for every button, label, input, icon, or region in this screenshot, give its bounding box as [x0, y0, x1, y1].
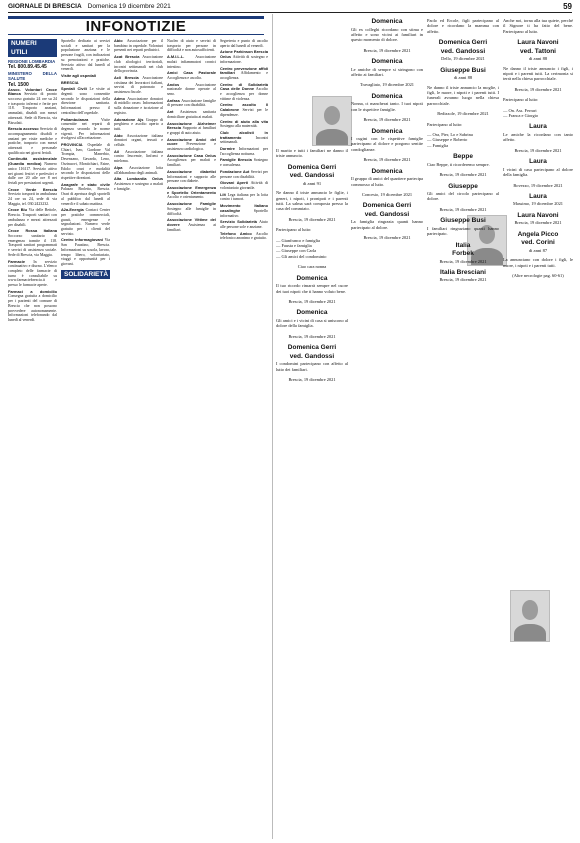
- info-entry: Spedali Civili Le visite ai degenti sono consentite secondo le disposizioni della direzione sanitaria. Informazioni presso il centralino dell'ospedale.: [61, 86, 110, 115]
- obituary-text: Concesio, 19 dicembre 2021: [361, 192, 413, 197]
- info-entry: Associazione Alzheimer Brescia Supporto ai familiari e gruppi di auto aiuto.: [167, 120, 216, 135]
- deceased-name: Domenica: [371, 18, 403, 25]
- info-entry-title: Acat Brescia: [114, 54, 143, 60]
- deceased-name: ved. Gandossi: [289, 172, 335, 180]
- info-entry: Associazione Vittime del dovere Assistenza ai familiari.: [167, 217, 216, 232]
- info-entry-title: Fondazione Aut: [220, 168, 251, 174]
- obituary-column-1: [276, 18, 348, 840]
- obituary-text: Il tuo ricordo rimarrà sempre nel cuore dei tuoi nipoti che ti hanno voluto bene.: [276, 283, 348, 294]
- deceased-name: Domenica: [371, 58, 403, 66]
- info-entry: Farmaci a domicilio Consegna gratuita a domicilio per i pazienti del comune di Brescia che non possono provvedere autonomamente. Informazioni telefonando dal lunedì al venerdì.: [8, 288, 57, 322]
- info-entry-title: Ant: [167, 109, 180, 115]
- deceased-name: Domenica: [296, 309, 328, 317]
- info-entry: A2a-Energia Contact Center per pratiche commerciali, guasti, emergenze e segnalazioni. Numero verde gratuito per i clienti del servizio.: [61, 207, 110, 236]
- info-entry-title: Amici Casa Pastorale: [167, 70, 216, 76]
- info-column-3: [114, 39, 163, 839]
- info-entry: [61, 74, 110, 79]
- section-title: INFONOTIZIE: [85, 18, 187, 35]
- obituary-text: Brescia, 19 dicembre 2021: [439, 258, 487, 264]
- obituary-text: (Altre necrologie pag. 60-61): [512, 272, 564, 278]
- info-entry: Club alcolisti in trattamento Incontri settimanali.: [220, 129, 268, 145]
- obituary-text: Dello, 19 dicembre 2021: [441, 56, 485, 62]
- deceased-name: ved. Gandossi: [289, 352, 335, 360]
- info-entry: Azione Parkinson Brescia Onlus Attività di sostegno e informazione.: [220, 49, 268, 64]
- info-entry: Acat Brescia Associazione club alcologici territoriali, incontri settimanali nei club della provincia.: [114, 54, 163, 74]
- deceased-name: Italia: [455, 241, 471, 249]
- deceased-name: Giuseppe: [448, 182, 478, 190]
- info-entry-title: Alpa: [114, 164, 129, 170]
- obituary-text: Brescia, 19 dicembre 2021: [363, 157, 411, 163]
- info-entry-title: Anagrafe e stato civile: [61, 181, 110, 187]
- info-entry-title: Brescia accesso: [8, 126, 40, 132]
- obituary-text: Brescia, 19 dicembre 2021: [288, 299, 336, 304]
- obituary-text: Ne danno il triste annuncio le figlie, i generi, i nipoti, i pronipoti e i parenti tutti. La salma sarà composta presso la casa del commiato.: [276, 190, 348, 212]
- obituary-text: Brescia, 19 dicembre 2021: [363, 117, 411, 123]
- deceased-name: Domenica: [296, 274, 328, 282]
- info-entry-title: Farmacie: [8, 258, 34, 264]
- obituary-text: La annunciano con dolore i figli, le nuore, i nipoti e i parenti tutti.: [503, 257, 573, 268]
- info-entry: [61, 81, 110, 86]
- info-entry: Associazione Emergenza e Sportello Orientamento Ascolto e orientamento.: [167, 184, 216, 200]
- numeri-utili-heading: NUMERI UTILI: [8, 39, 57, 57]
- info-list: [61, 39, 110, 267]
- solidarieta-heading: SOLIDARIETÀ: [61, 270, 110, 279]
- info-entry: PROVINCIA Ospedale di Chiari, Iseo, Gardone Val Trompia, Manerbio, Desenzano, Gavardo, Leno, Orzinuovi, Montichiari, Esine, Edolo: orari e modalità secondo le disposizioni delle rispettive direzioni.: [61, 142, 110, 180]
- obituary-text: di anni 88: [453, 75, 473, 81]
- info-list: [220, 39, 268, 241]
- info-entry: Admo Associazione donatori di midollo osseo. Informazioni sulla donazione e iscrizione al registro.: [114, 95, 163, 115]
- info-entry-title: Centro di aiuto alla vita: [220, 118, 268, 124]
- deceased-name: Domenica Gerri: [287, 344, 337, 352]
- obituary-text: Brescia, 19 dicembre 2021: [288, 376, 336, 382]
- info-entry-title: Andos: [167, 81, 196, 87]
- obituary-text: Ciao cara nonna: [297, 264, 327, 270]
- obituary-column-3: [427, 18, 499, 840]
- info-entry: Fondazione Aut Servizi per persone con disabilità.: [220, 168, 268, 179]
- obituary-text: Ne danno il triste annuncio i figli, i nipoti e i parenti tutti. La cerimonia si terrà nella chiesa parrocchiale.: [503, 65, 573, 82]
- obituary-text: La famiglia ringrazia quanti hanno partecipato al dolore.: [351, 219, 423, 230]
- deceased-name: Domenica Gerri: [438, 39, 488, 47]
- info-entry-title: Associazione Amici del cuore: [167, 136, 216, 147]
- deceased-name: Domenica Gerri: [362, 202, 412, 210]
- info-entry: Croce Blu Via delle Bettole, Brescia. Trasporti sanitari con ambulanza e mezzi attrezzati per disabili.: [8, 207, 57, 227]
- info-entry-title: Abio: [114, 39, 127, 43]
- info-entry-title: Adorazione Ajs: [114, 116, 146, 122]
- info-entry-title: BRESCIA: [61, 79, 79, 85]
- deceased-name: Giuseppe Busi: [440, 217, 486, 225]
- info-entry: Anfass Associazione famiglie di persone con disabilità.: [167, 97, 216, 108]
- obituary-text: Partecipano al lutto:: [276, 227, 312, 233]
- info-entry-title: Giovani Aperti: [220, 180, 251, 186]
- obituary-text: Brescia, 19 dicembre 2021: [363, 47, 411, 53]
- obituary-text: Gli ex colleghi ricordano con stima e affetto e sono vicini ai familiari in questo momento di dolore.: [351, 26, 423, 43]
- obituary-text: Brescia, 19 dicembre 2021: [288, 216, 336, 222]
- info-entry: Amici Casa Pastorale Accoglienza e ascolto.: [167, 70, 216, 80]
- obituary-text: Gli amici del circolo partecipano al dolore.: [427, 191, 499, 202]
- obituary-text: Travagliato, 19 dicembre 2021: [360, 82, 414, 88]
- infonotizie-banner: [8, 16, 264, 35]
- info-entry: Adorazione Ajs Gruppo di preghiera e ascolto aperto a tutti.: [114, 116, 163, 131]
- ministero-phone: Tel. 1500: [8, 81, 29, 88]
- info-entry: A.M.I.L.L. Associazione malati infiammatori cronici intestino.: [167, 54, 216, 69]
- info-entry-title: Dormire: [220, 146, 239, 152]
- info-entry-title: Farmaci a domicilio: [8, 288, 57, 294]
- info-entry: Anagrafe e stato civile Palazzo Broletto, Brescia. Orari di apertura degli sportelli al pubblico dal lunedì al venerdì e il sabato mattina.: [61, 181, 110, 206]
- info-entry-title: Centro Informagiovani: [61, 237, 105, 243]
- info-entry-title: Acli Brescia: [114, 74, 143, 80]
- info-entry-title: Croce Rossa Italiana: [8, 228, 57, 234]
- deceased-name: Laura: [529, 192, 547, 200]
- page-header: [8, 0, 572, 13]
- info-entry: Brescia accesso Servizio di accompagnamento disabili e anziani per visite mediche e pratiche, trasporto con mezzi attrezzati e personale qualificato nei giorni feriali.: [8, 126, 57, 155]
- info-entry-title: A.M.I.L.L.: [167, 54, 196, 60]
- info-entry: Famiglie Brescia Sostegno e consulenza.: [220, 157, 268, 168]
- obituary-text: Bovezzo, 19 dicembre 2021: [513, 182, 563, 188]
- obituary-text: Il gruppo di amici del quartiere partecipa commosso al lutto.: [351, 176, 423, 187]
- info-entry-title: Telefono Amico: [220, 230, 256, 236]
- info-entry-title: Associazione Emergenza e Sportello Orientamento: [167, 184, 216, 195]
- info-entry-title: Associazione diabetici: [167, 168, 216, 174]
- obituary-text: — Ora, Pier, Lo e Sabrina — Giuseppe e Roberto — Famiglia: [427, 131, 473, 148]
- info-entry-title: Poliambulanza: [61, 116, 101, 122]
- publication-name: GIORNALE DI BRESCIA: [8, 2, 82, 10]
- info-entry-title: Alta Lombardia Onlus: [114, 176, 163, 182]
- info-entry: Associazione diabetici Informazioni e supporto alle persone con diabete.: [167, 168, 216, 184]
- info-entry-title: Associazione Vittime del dovere: [167, 217, 216, 227]
- deceased-name: ved. Gandossi: [440, 47, 486, 55]
- info-entry: Farmacie In servizio continuativo e diurno. L'elenco completo delle farmacie di turno è consultabile su www.farmaciebrescia.it e presso le farmacie aperte.: [8, 258, 57, 288]
- obituary-text: Gli amici e i vicini di casa si uniscono al dolore della famiglia.: [276, 317, 348, 329]
- obituary-text: Brescia, 19 dicembre 2021: [514, 147, 562, 153]
- info-column-2: [61, 39, 110, 839]
- obituary-text: Brescia, 19 dicembre 2021: [439, 206, 487, 212]
- obituary-text: Massimo, 19 dicembre 2021: [513, 201, 563, 207]
- info-entry: Aido Associazione italiana donatori organi, tessuti e cellule.: [114, 132, 163, 148]
- info-entry: Alpa Associazione lotta all'abbandono degli animali.: [114, 164, 163, 175]
- info-entry: Giovani Aperti Attività di volontariato giovanile.: [220, 180, 268, 190]
- obituary-text: — Gianfranco e famiglia — Fausta e famiglia — Giuseppe con Carla — Gli amici del condominio: [276, 237, 327, 259]
- info-entry: Centro Informagiovani Via San Faustino, Brescia. Informazioni su scuola, lavoro, tempo libero, volontariato, viaggi e opportunità per i giovani.: [61, 237, 110, 266]
- obituary-text: di anni 91: [302, 180, 322, 186]
- column-divider: [272, 14, 273, 839]
- info-column-5: [220, 39, 268, 839]
- obituary-text: di anni 88: [528, 56, 548, 62]
- info-entry: Croce Verde Brescia Servizio trasporti in ambulanza 24 ore su 24, sede di via Maggia, tel. 030.2423232.: [8, 186, 57, 206]
- info-entry: Associazione Casa Onlus Accoglienza per malati e familiari.: [167, 152, 216, 168]
- obituary-text: Ne danno il triste annuncio la moglie, i figli, le nuore, i nipoti e i parenti tutti. I funerali avranno luogo nella chiesa parrocchiale.: [427, 84, 499, 106]
- obituary-text: di anni 87: [528, 247, 548, 253]
- info-entry: Assoc. Volontari Croce Bianca Servizio di pronto soccorso gratuito 24 ore su 24 e trasporto infermi e ferite per 118. Trasporto anziani, ammalati, disabili con mezzi attrezzati. Sede di Brescia, via Bissolati.: [8, 86, 57, 125]
- info-entry: Movimento Italiano casalinghe Sportello informativo.: [220, 203, 268, 218]
- obituary-text: — On. Ass. Ferrari — Franca e Giorgio: [503, 107, 539, 119]
- deceased-name: Domenica: [371, 167, 403, 175]
- obituary-text: Brescia, 19 dicembre 2021: [514, 220, 562, 226]
- obituary-text: Ciao Beppe, ti ricorderemo sempre.: [427, 161, 490, 167]
- info-entry-title: Movimento Italiano casalinghe: [220, 203, 268, 213]
- info-entry-title: Assoc. Volontari Croce Bianca: [8, 86, 57, 97]
- info-entry-title: Croce Verde Brescia: [8, 186, 57, 192]
- issue-date: Domenica 19 dicembre 2021: [87, 2, 171, 10]
- info-entry-title: Club alcolisti in trattamento: [220, 129, 268, 140]
- info-list: [8, 88, 57, 323]
- info-entry: Ant Assistenza sanitaria domiciliare gratuita ai malati.: [167, 109, 216, 119]
- obituary-text: Brescia, 19 dicembre 2021: [363, 235, 411, 241]
- info-entry-title: Centro ascolto Il Calabrone: [220, 102, 268, 113]
- obituary-text: Le amiche di sempre si stringono con affetto ai familiari.: [351, 66, 423, 78]
- region-heading: REGIONE LOMBARDIA: [8, 59, 56, 64]
- info-entry-title: Servizio Solidarietà: [220, 219, 260, 225]
- info-entry: Continuità assistenziale (Guardia medica) Numero unico 116117. Servizio attivo nei giorni festivi e prefestivi e dalle ore 20 alle ore 8 nei feriali per prestazioni urgenti.: [8, 156, 57, 185]
- obituary-text: I condomini partecipano con affetto al lutto dei familiari.: [276, 361, 348, 372]
- obituary-text: Partecipano al lutto:: [427, 121, 463, 127]
- obituary-text: Brescia, 19 dicembre 2021: [514, 86, 562, 92]
- obituary-text: Il marito e tutti i familiari ne danno il triste annuncio.: [276, 148, 348, 159]
- info-entry: Dormire Informazioni per l'accoglienza notturna.: [220, 146, 268, 156]
- info-entry-title: Associazione Alzheimer Brescia: [167, 120, 216, 131]
- obituary-text: I vicini di casa partecipano al dolore della famiglia.: [503, 166, 573, 178]
- obituary-text: I cugini con le rispettive famiglie partecipano al dolore e porgono sentite condoglianze.: [351, 136, 423, 152]
- obituary-text: Bedizzole, 19 dicembre 2021: [437, 111, 489, 117]
- deceased-name: Laura Navoni: [517, 211, 559, 219]
- info-list: [114, 39, 163, 191]
- deceased-name: Laura Navoni: [517, 39, 559, 47]
- info-entry: Segreteria e punto di ascolto aperto dal lunedì al venerdì.: [220, 39, 268, 48]
- info-entry: Centro prevenzione affidi familiari Affidamento e accoglienza.: [220, 65, 268, 80]
- info-entry: Associazione Amici del cuore Prevenzione e assistenza cardiologica.: [167, 136, 216, 152]
- info-entry-title: Famiglie Brescia: [220, 157, 254, 163]
- obituary-column-4: [503, 18, 573, 840]
- info-entry: Poliambulanza Visite consentite nei reparti di degenza secondo le norme vigenti. Per informazioni rivolgersi all'accettazione.: [61, 116, 110, 141]
- info-entry-title: Spedali Civili: [61, 86, 90, 92]
- obituary-text: Partecipano al lutto:: [503, 97, 539, 103]
- deceased-name: ved. Corini: [521, 239, 555, 247]
- info-entry: Croce Rossa Italiana Soccorso sanitario di emergenza tramite il 118. Trasporti sanitari programmati e servizi di assistenza sociale. Sede di Brescia, via Maggia.: [8, 228, 57, 257]
- info-entry: Lilt Lega italiana per la lotta contro i tumori.: [220, 191, 268, 202]
- info-entry: Telefono Amico Ascolto telefonico anonimo e gratuito.: [220, 230, 268, 241]
- info-entry: Centro ascolto Il Calabrone Servizi per le dipendenze.: [220, 102, 268, 117]
- info-entry: Alta Lombardia Onlus Assistenza e sostegno a malati e famiglie.: [114, 176, 163, 191]
- obituary-text: I familiari ringraziano quanti hanno partecipato.: [427, 225, 499, 237]
- obituary-text: Le amiche la ricordano con tanto affetto.: [503, 131, 573, 143]
- info-entry-title: Visite agli ospedali: [61, 72, 96, 78]
- info-entry: Servizio Solidarietà Aiuto alle persone sole e anziane.: [220, 219, 268, 229]
- info-column-4: [167, 39, 216, 839]
- info-entry: Centro di aiuto alla vita Sostegno alla maternità.: [220, 118, 268, 129]
- info-entry-title: Admo: [114, 95, 128, 101]
- deceased-name: Laura: [529, 123, 547, 131]
- ministero-heading: MINISTERO DELLA SALUTE: [8, 71, 57, 82]
- region-phone: Tel. 800.89.45.45: [8, 64, 47, 71]
- deceased-name: Angela Picco: [517, 230, 559, 238]
- info-entry: Acli Brescia Associazione cristiana dei lavoratori italiani, servizi di patronato e assistenza fiscale.: [114, 74, 163, 95]
- info-column-1: [8, 39, 57, 839]
- deceased-name: Forbek: [452, 250, 474, 258]
- info-entry-title: Associazione Famiglie: [167, 201, 216, 207]
- info-entry-title: Continuità assistenziale (Guardia medica): [8, 156, 57, 167]
- info-entry: Ail Associazione italiana contro leucemie, linfomi e mieloma.: [114, 148, 163, 164]
- info-entry-title: Lilt: [220, 191, 228, 197]
- deceased-name: ved. Tattoni: [520, 47, 556, 55]
- info-entry: Centro di Solidarietà Casa delle Donne Ascolto e accoglienza per donne vittime di violenza.: [220, 81, 268, 101]
- deceased-name: ved. Gandossi: [364, 210, 410, 218]
- obituary-text: Brescia, 19 dicembre 2021: [439, 172, 487, 178]
- deceased-name: Beppe: [453, 153, 473, 161]
- info-entry-title: Azione Parkinson Brescia Onlus: [220, 49, 268, 60]
- obituary-text: Brescia, 19 dicembre 2021: [439, 277, 487, 283]
- obituary-text: Nonna, ci mancherai tanto. I tuoi nipoti con le rispettive famiglie.: [351, 101, 423, 112]
- deceased-name: Domenica: [371, 127, 403, 135]
- deceased-name: Italia Bresciani: [440, 268, 486, 276]
- obituary-text: Anche noi, torna alla tua quiete, perché il Signore ti ha fatto del bene. Partecipano al lutto.: [503, 18, 573, 34]
- obituary-text: Brescia, 19 dicembre 2021: [288, 333, 336, 339]
- deceased-name: Domenica Gerri: [287, 163, 337, 171]
- info-entry-title: Anfass: [167, 97, 182, 103]
- page-number: 59: [563, 1, 572, 11]
- info-entry: Sportello dedicato ai servizi sociali e sanitari per la popolazione anziana e le persone fragili, con indicazioni su prenotazioni e pratiche. Servizio attivo dal lunedì al venerdì.: [61, 39, 110, 72]
- info-list: [167, 39, 216, 232]
- info-entry-title: Centro di Solidarietà Casa delle Donne: [220, 81, 268, 92]
- deceased-name: Domenica: [371, 92, 403, 100]
- deceased-name: Giuseppe Busi: [440, 66, 486, 74]
- info-entry-title: PROVINCIA: [61, 142, 88, 148]
- deceased-name: Laura: [529, 158, 547, 166]
- info-entry: Andos Associazione nazionale donne operate al seno.: [167, 81, 216, 97]
- info-entry: Associazione Famiglie Sostegno alle famiglie in difficoltà.: [167, 201, 216, 216]
- obituary-column-2: [351, 18, 423, 840]
- info-entry: Nucleo di aiuto e servizi di trasporto per persone in difficoltà e non autosufficienti.: [167, 39, 216, 53]
- info-entry-title: Ail: [114, 148, 125, 154]
- info-entry-title: Centro prevenzione affidi familiari: [220, 65, 268, 76]
- info-entry: Abio Associazione per il bambino in ospedale. Volontari presenti nei reparti pediatrici.: [114, 39, 163, 53]
- obituary-text: Paolo ed Ercole, figli partecipano al dolore e ricordano la mamma con affetto.: [427, 18, 499, 34]
- info-entry-title: Aido: [114, 132, 127, 138]
- info-entry-title: Croce Blu: [8, 207, 29, 213]
- info-entry-title: A2a-Energia: [61, 207, 86, 213]
- info-entry-title: Associazione Casa Onlus: [167, 152, 216, 158]
